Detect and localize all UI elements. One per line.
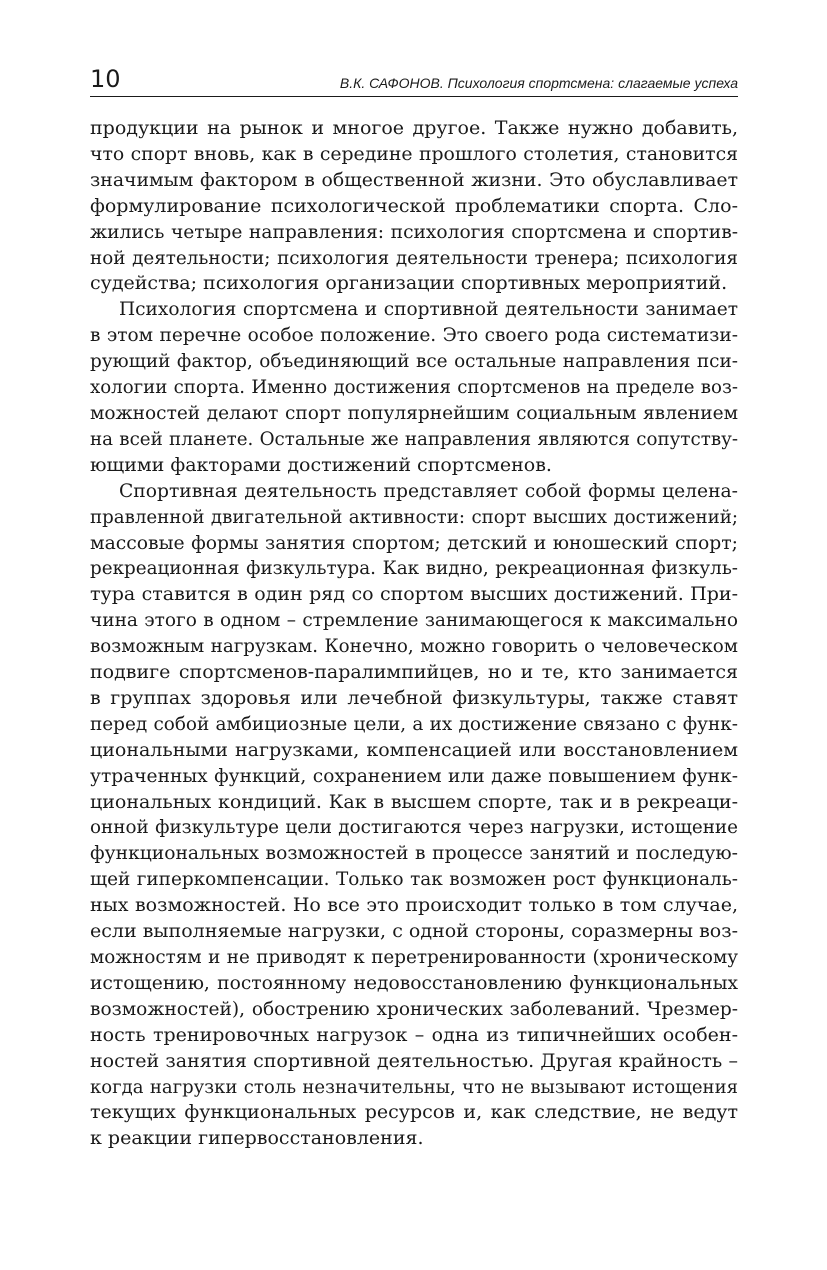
text-line: функциональных возможностей в процессе занятий и последую-	[90, 843, 738, 865]
text-line: текущих функциональных ресурсов и, как следствие, не ведут	[90, 1101, 738, 1124]
text-line: рующий фактор, объединяющий все остальные направления пси-	[90, 351, 738, 373]
text-line: истощению, постоянному недовосстановлению функциональных	[90, 972, 738, 994]
text-line: значимым фактором в общественной жизни. Это обуславливает	[90, 169, 738, 191]
text-line: ностей занятия спортивной деятельностью. Другая крайность –	[90, 1049, 738, 1072]
text-line: чина этого в одном – стремление занимающегося к максимально	[90, 610, 738, 632]
text-line: массовые формы занятия спортом; детский и юношеский спорт;	[90, 532, 738, 554]
body-text	[90, 116, 738, 1152]
text-line: Психология спортсмена и спортивной деятельности занимает	[119, 299, 738, 321]
running-head: В.К. САФОНОВ. Психология спортсмена: слагаемые успеха	[339, 75, 738, 91]
text-line: жились четыре направления: психология спортсмена и спортив-	[90, 221, 738, 243]
text-line: щей гиперкомпенсации. Только так возможен рост функциональ-	[90, 869, 738, 891]
text-line: возможностей), обострению хронических заболеваний. Чрезмер-	[90, 998, 738, 1020]
text-line: хологии спорта. Именно достижения спортсменов на пределе воз-	[90, 377, 738, 399]
text-line: Спортивная деятельность представляет собой формы целена-	[119, 480, 738, 502]
text-line: перед собой амбициозные цели, а их достижение связано с функ-	[90, 713, 738, 735]
text-line: в этом перечне особое положение. Это своего рода систематизи-	[90, 325, 738, 347]
text-line: рекреационная физкультура. Как видно, рекреационная физкуль-	[90, 558, 738, 580]
text-line: ной деятельности; психология деятельности тренера; психология	[90, 247, 738, 269]
page-number: 10	[90, 65, 121, 93]
text-line: судейства; психология организации спортивных мероприятий.	[90, 272, 728, 295]
paragraph	[90, 116, 738, 297]
text-line: возможным нагрузкам. Конечно, можно говорить о человеческом	[90, 636, 738, 658]
text-line: в группах здоровья или лечебной физкультуры, также ставят	[90, 686, 738, 709]
paragraph	[90, 479, 738, 1153]
text-line: формулирование психологической проблематики спорта. Сло-	[90, 194, 738, 217]
paragraph	[90, 297, 738, 478]
text-line: если выполняемые нагрузки, с одной стороны, соразмерны воз-	[90, 920, 738, 943]
text-line: тура ставится в один ряд со спортом высших достижений. При-	[90, 583, 738, 606]
text-line: что спорт вновь, как в середине прошлого столетия, становится	[90, 143, 738, 165]
text-line: на всей планете. Остальные же направления являются сопутству-	[90, 428, 738, 450]
text-line: можностей делают спорт популярнейшим социальным явлением	[90, 402, 738, 424]
text-line: правленной двигательной активности: спорт высших достижений;	[90, 506, 738, 528]
text-line: к реакции гипервосстановления.	[90, 1127, 424, 1150]
text-line: ных возможностей. Но все это происходит только в том случае,	[90, 894, 738, 917]
text-line: ющими факторами достижений спортсменов.	[90, 453, 552, 476]
text-line: подвиге спортсменов-паралимпийцев, но и те, кто занимается	[90, 661, 738, 684]
text-line: ность тренировочных нагрузок – одна из типичнейших особен-	[90, 1023, 738, 1046]
text-line: онной физкультуре цели достигаются через нагрузки, истощение	[90, 817, 738, 839]
text-line: циональными нагрузками, компенсацией или восстановлением	[90, 738, 738, 761]
text-line: продукции на рынок и многое другое. Также нужно добавить,	[90, 117, 738, 139]
text-line: утраченных функций, сохранением или даже повышением функ-	[90, 765, 738, 787]
text-line: циональных кондиций. Как в высшем спорте, так и в рекреаци-	[90, 790, 738, 813]
text-line: можностям и не приводят к перетренированности (хроническому	[90, 947, 738, 968]
page-header	[90, 62, 738, 97]
text-line: когда нагрузки столь незначительны, что не вызывают истощения	[90, 1076, 738, 1098]
